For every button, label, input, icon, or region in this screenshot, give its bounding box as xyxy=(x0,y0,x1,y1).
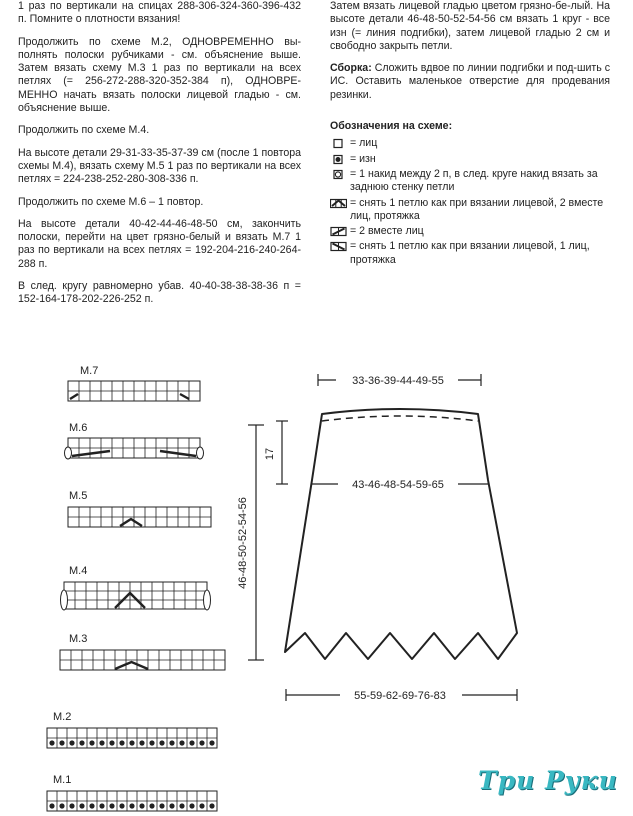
instruction-paragraph: Продолжить по схеме М.2, ОДНОВРЕМЕННО вы-полнять полоски рубчиками - см. объяснение выше. Затем вязать схему М.3 1 раз по вертикали на всех петлях (= 256-272-288-320-352-384 п), ОДНОВРЕ-МЕННО начать вязать полоски лицевой гладью - см. объяснение выше. xyxy=(18,35,301,115)
chart-purl-dot xyxy=(169,740,174,745)
legend-text: = изн xyxy=(350,152,376,165)
chart-purl-dot xyxy=(89,740,94,745)
length-label: 46-48-50-52-54-56 xyxy=(237,497,249,589)
chart-label-m5: M.5 xyxy=(69,490,88,502)
chart-purl-dot xyxy=(149,740,154,745)
chart-purl-dot xyxy=(99,740,104,745)
instruction-paragraph: Продолжить по схеме М.6 – 1 повтор. xyxy=(18,195,204,208)
chart-purl-dot xyxy=(179,803,184,808)
chart-purl-dot xyxy=(109,740,114,745)
mid-width-label: 43-46-48-54-59-65 xyxy=(352,479,444,491)
chart-purl-dot xyxy=(129,740,134,745)
chart-label-m2: M.2 xyxy=(53,711,72,723)
chart-purl-dot xyxy=(99,803,104,808)
chart-purl-dot xyxy=(149,803,154,808)
chart-purl-dot xyxy=(49,740,54,745)
chart-label-m7: M.7 xyxy=(80,365,99,377)
chart-purl-dot xyxy=(119,740,124,745)
instruction-paragraph: На высоте детали 40-42-44-46-48-50 см, закончить полоски, перейти на цвет грязно-белый и вязать М.7 1 раз по вертикали на всех петлях = 192-204-216-240-264-288 п. xyxy=(18,217,301,270)
chart-label-m1: M.1 xyxy=(53,774,72,786)
chart-purl-dot xyxy=(209,740,214,745)
chart-label-m4: M.4 xyxy=(69,565,88,577)
chart-yarn-over xyxy=(197,447,204,459)
chart-m4-frame xyxy=(64,582,207,609)
chart-purl-dot xyxy=(189,740,194,745)
chart-purl-dot xyxy=(89,803,94,808)
chart-purl-dot xyxy=(159,740,164,745)
top-width-label: 33-36-39-44-49-55 xyxy=(352,375,444,387)
chart-purl-dot xyxy=(49,803,54,808)
chart-yarn-over xyxy=(65,447,72,459)
instruction-paragraph: В след. кругу равномерно убав. 40-40-38-38-38-36 п = 152-164-178-202-226-252 п. xyxy=(18,280,301,306)
legend-title: Обозначения на схеме: xyxy=(330,120,453,133)
chart-purl-dot xyxy=(189,803,194,808)
assembly-text: Сложить вдвое по линии подгибки и под-шить с ИС. Оставить маленькое отверстие для продевания резинки. xyxy=(330,62,610,101)
chart-purl-dot xyxy=(169,803,174,808)
chart-purl-dot xyxy=(179,740,184,745)
chart-label-m6: M.6 xyxy=(69,422,88,434)
chart-purl-dot xyxy=(199,803,204,808)
instruction-paragraph: Затем вязать лицевой гладью цветом грязно-бе-лый. На высоте детали 46-48-50-52-54-56 см вязать 1 круг - все изн (= линия подгибки), затем лицевой гладью 2 см и свободно закрыть петли. xyxy=(330,0,610,52)
chart-yarn-over xyxy=(61,590,68,610)
knitting-charts xyxy=(47,365,225,811)
chart-purl-dot xyxy=(119,803,124,808)
instruction-paragraph: Продолжить по схеме М.4. xyxy=(18,124,150,137)
chart-purl-dot xyxy=(139,803,144,808)
legend-text: = 1 накид между 2 п, в след. круге накид вязать за заднюю стенку петли xyxy=(350,167,598,194)
skirt-schematic xyxy=(237,372,517,702)
chart-purl-dot xyxy=(69,803,74,808)
yoke-height-label: 17 xyxy=(264,447,276,461)
instruction-paragraph: На высоте детали 29-31-33-35-37-39 см (после 1 повтора схемы М.4), вязать схему М.5 1 раз по вертикали на всех петлях = 224-238-252-280-308-336 п. xyxy=(18,146,301,186)
chart-purl-dot xyxy=(69,740,74,745)
chart-purl-dot xyxy=(59,803,64,808)
chart-purl-dot xyxy=(129,803,134,808)
legend-text: = снять 1 петлю как при вязании лицевой, 1 лиц, протяжка xyxy=(350,240,590,266)
chart-yarn-over xyxy=(204,590,211,610)
chart-purl-dot xyxy=(159,803,164,808)
legend-text: = 2 вместе лиц xyxy=(350,225,424,238)
chart-purl-dot xyxy=(109,803,114,808)
chart-purl-dot xyxy=(139,740,144,745)
bottom-width-label: 55-59-62-69-76-83 xyxy=(354,690,446,702)
watermark-logo: Три Руки xyxy=(478,766,618,795)
chart-purl-dot xyxy=(199,740,204,745)
legend-text: = снять 1 петлю как при вязании лицевой, 2 вместе лиц, протяжка xyxy=(350,196,604,222)
chart-purl-dot xyxy=(59,740,64,745)
legend-text: = лиц xyxy=(350,137,378,150)
fold-line xyxy=(322,416,478,421)
chart-label-m3: M.3 xyxy=(69,633,88,645)
skirt-outline xyxy=(285,409,517,659)
instruction-paragraph: 1 раз по вертикали на спицах 288-306-324-360-396-432 п. Помните о плотности вязания! xyxy=(18,0,301,26)
chart-purl-dot xyxy=(79,740,84,745)
chart-purl-dot xyxy=(79,803,84,808)
assembly-label: Сборка: xyxy=(330,62,372,75)
chart-purl-dot xyxy=(209,803,214,808)
